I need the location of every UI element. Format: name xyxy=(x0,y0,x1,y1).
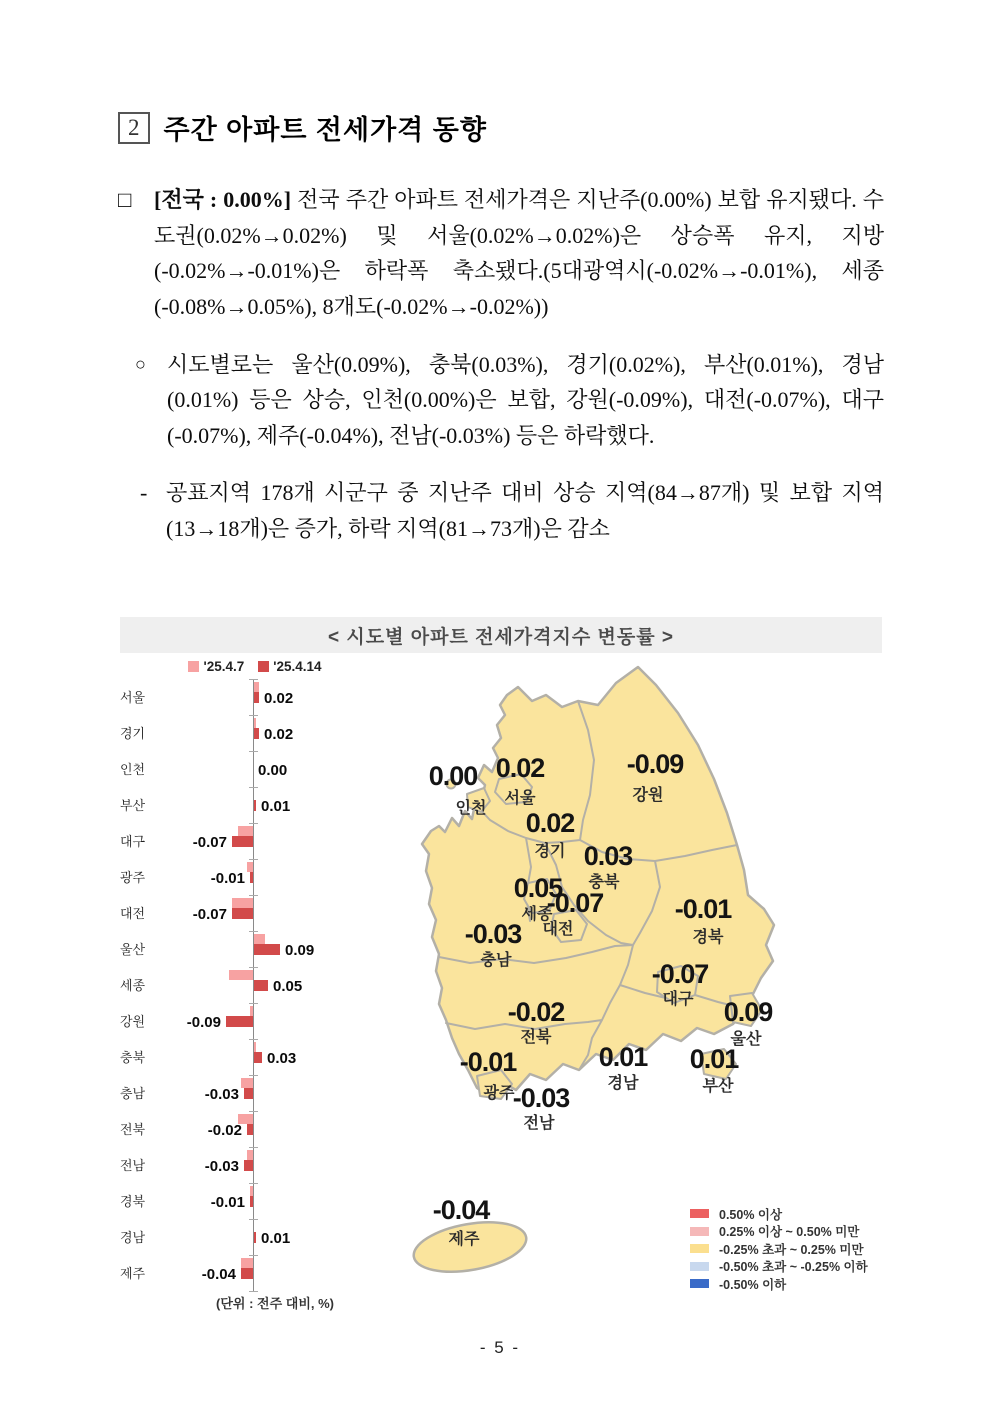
bar-value-label: -0.09 xyxy=(186,1014,221,1031)
map-value-label: 0.02 xyxy=(495,753,545,783)
map-value-label: -0.09 xyxy=(626,749,684,779)
map-region-name: 대구 xyxy=(662,991,694,1008)
bar-value-label: 0.02 xyxy=(264,726,294,743)
bar-region-label: 전북 xyxy=(120,1122,146,1137)
bar-pair xyxy=(160,1075,340,1111)
bar-rows xyxy=(120,679,340,1291)
axis-tick xyxy=(249,1039,258,1040)
section-number-box: 2 xyxy=(118,112,150,144)
bar-value-label: -0.02 xyxy=(207,1122,242,1139)
curr-week-bar xyxy=(232,908,253,919)
circle-bullet-icon: ○ xyxy=(135,353,146,374)
map-region-name: 경북 xyxy=(692,929,724,946)
bar-pair xyxy=(160,1003,340,1039)
prev-week-bar xyxy=(232,898,253,908)
bar-region-label: 대전 xyxy=(120,906,146,921)
bar-row xyxy=(120,967,340,1003)
prev-week-bar xyxy=(241,1078,253,1088)
bar-pair xyxy=(160,751,340,787)
curr-week-bar xyxy=(253,1052,262,1063)
bar-value-label: -0.07 xyxy=(192,906,227,923)
bar-value-label: 0.00 xyxy=(258,762,288,779)
bar-region-label: 전남 xyxy=(120,1158,146,1173)
map-region-name: 충북 xyxy=(588,874,620,891)
bar-chart xyxy=(120,655,340,1315)
map-legend-label: -0.25% 초과 ~ 0.25% 미만 xyxy=(719,1242,864,1257)
map-region-name: 울산 xyxy=(730,1031,762,1048)
curr-week-bar xyxy=(226,1016,253,1027)
bar-region-label: 서울 xyxy=(120,690,146,705)
chart-title: < 시도별 아파트 전세가격지수 변동률 > xyxy=(120,617,882,653)
doc-header xyxy=(118,108,882,147)
bar-region-label: 광주 xyxy=(120,870,146,885)
map-region-name: 제주 xyxy=(448,1231,480,1248)
bar-pair xyxy=(160,1147,340,1183)
bar-region-label: 충북 xyxy=(120,1050,146,1065)
map-value-label: 0.00 xyxy=(428,761,478,791)
bar-value-label: -0.04 xyxy=(201,1266,236,1283)
map-region-name: 전북 xyxy=(520,1029,552,1046)
chart-body xyxy=(120,655,900,1315)
curr-week-bar xyxy=(253,980,268,991)
map-value-label: -0.03 xyxy=(464,919,522,949)
bar-value-label: 0.03 xyxy=(267,1050,297,1067)
map-legend-label: 0.50% 이상 xyxy=(719,1207,783,1222)
legend-curr-swatch-icon xyxy=(258,661,269,672)
map-value-label: -0.03 xyxy=(512,1083,570,1113)
bar-value-label: -0.01 xyxy=(210,870,245,887)
bar-row xyxy=(120,859,340,895)
map-legend-label: -0.50% 초과 ~ -0.25% 이하 xyxy=(719,1260,868,1275)
paragraph-counts xyxy=(140,475,884,546)
bar-region-label: 대구 xyxy=(120,834,146,849)
paragraph-text: 공표지역 178개 시군구 중 지난주 대비 상승 지역(84→87개) 및 보합 지역(13→18개)은 증가, 하락 지역(81→73개)은 감소 xyxy=(166,480,884,541)
bar-pair xyxy=(160,1255,340,1291)
bar-pair xyxy=(160,895,340,931)
axis-tick xyxy=(249,967,258,968)
bar-chart-legend xyxy=(120,655,340,679)
bar-value-label: 0.02 xyxy=(264,690,294,707)
curr-week-bar xyxy=(244,1088,253,1099)
map-region-name: 전남 xyxy=(523,1115,555,1132)
axis-tick xyxy=(249,1219,258,1220)
dash-bullet-icon: - xyxy=(140,480,148,506)
map-region-name: 대전 xyxy=(542,921,574,938)
map-value-label: -0.07 xyxy=(546,888,604,918)
bar-pair xyxy=(160,967,340,1003)
axis-tick xyxy=(249,1291,258,1292)
map-region-name: 광주 xyxy=(483,1085,515,1102)
bar-pair xyxy=(160,1219,340,1255)
map-legend-row xyxy=(690,1240,868,1258)
bar-axis xyxy=(253,679,254,1291)
map-legend-swatch-icon xyxy=(690,1262,709,1271)
axis-tick xyxy=(249,1111,258,1112)
map-value-label: -0.01 xyxy=(674,894,732,924)
chart-section xyxy=(120,617,900,1315)
axis-tick xyxy=(249,1255,258,1256)
bar-row xyxy=(120,751,340,787)
bar-value-label: 0.01 xyxy=(261,1230,291,1247)
map-value-label: 0.03 xyxy=(583,841,633,871)
axis-tick xyxy=(249,859,258,860)
bar-row xyxy=(120,1003,340,1039)
bar-row xyxy=(120,1147,340,1183)
bar-region-label: 충남 xyxy=(120,1086,146,1101)
paragraph-text: 전국 주간 아파트 전세가격은 지난주(0.00%) 보합 유지됐다. 수도권(0.02%→0.02%) 및 서울(0.02%→0.02%)은 상승폭 유지, 지방(-0.02%→-0.01%)은 하락폭 축소됐다.(5대광역시(-0.02%→-0.01%), 세종(-0.08%→0.05%), 8개도(-0.02%→-0.02%)) xyxy=(154,187,885,319)
bar-value-label: -0.03 xyxy=(204,1158,239,1175)
bar-row xyxy=(120,1183,340,1219)
bar-row xyxy=(120,1219,340,1255)
map-region-name: 경남 xyxy=(607,1075,639,1092)
bar-region-label: 강원 xyxy=(120,1014,146,1029)
bar-row xyxy=(120,1255,340,1291)
bar-row xyxy=(120,715,340,751)
curr-week-bar xyxy=(232,836,253,847)
axis-tick xyxy=(249,823,258,824)
prev-week-bar xyxy=(241,1258,253,1268)
bar-row xyxy=(120,1111,340,1147)
bar-region-label: 경남 xyxy=(120,1230,146,1245)
paragraph-lead: [전국 : 0.00%] xyxy=(154,187,292,212)
paragraph-national xyxy=(118,182,884,325)
legend-curr: '25.4.14 xyxy=(258,659,321,679)
bar-value-label: 0.01 xyxy=(261,798,291,815)
bar-value-label: 0.05 xyxy=(273,978,303,995)
bar-row xyxy=(120,679,340,715)
curr-week-bar xyxy=(253,944,280,955)
map-legend-swatch-icon xyxy=(690,1244,709,1253)
unit-note: (단위 : 전주 대비, %) xyxy=(216,1296,334,1311)
bar-value-label: -0.07 xyxy=(192,834,227,851)
legend-prev-swatch-icon xyxy=(188,661,199,672)
map-value-label: 0.01 xyxy=(598,1042,648,1072)
legend-prev: '25.4.7 xyxy=(188,659,244,679)
bar-pair xyxy=(160,1039,340,1075)
bar-region-label: 인천 xyxy=(120,762,146,777)
bar-value-label: -0.03 xyxy=(204,1086,239,1103)
bar-pair xyxy=(160,1111,340,1147)
map-value-label: 0.01 xyxy=(689,1044,739,1074)
bar-row xyxy=(120,823,340,859)
body-text xyxy=(118,182,884,547)
bar-region-label: 경기 xyxy=(120,726,146,741)
bar-pair xyxy=(160,715,340,751)
bar-region-label: 경북 xyxy=(120,1194,146,1209)
map-value-label: 0.02 xyxy=(525,808,575,838)
bar-row xyxy=(120,931,340,967)
bar-region-label: 세종 xyxy=(120,978,146,993)
bar-pair xyxy=(160,1183,340,1219)
map-region-name: 서울 xyxy=(504,790,536,807)
map-legend-row xyxy=(690,1275,868,1293)
axis-tick xyxy=(249,679,258,680)
map-value-label: -0.07 xyxy=(651,959,709,989)
bar-region-label: 제주 xyxy=(120,1266,146,1281)
page-number: - 5 - xyxy=(479,1338,521,1357)
axis-tick xyxy=(249,1147,258,1148)
prev-week-bar xyxy=(229,970,253,980)
map-region-name: 부산 xyxy=(702,1078,734,1095)
bar-value-label: 0.09 xyxy=(285,942,315,959)
map-region-name: 세종 xyxy=(521,906,553,923)
map-value-label: 0.05 xyxy=(513,873,563,903)
map-legend-swatch-icon xyxy=(690,1279,709,1288)
map-legend-row xyxy=(690,1258,868,1276)
map-legend-label: -0.50% 이하 xyxy=(719,1277,787,1292)
bar-row xyxy=(120,1075,340,1111)
bar-row xyxy=(120,1039,340,1075)
bar-pair xyxy=(160,679,340,715)
map-legend-row xyxy=(690,1223,868,1241)
bar-pair xyxy=(160,787,340,823)
bar-region-label: 부산 xyxy=(120,798,146,813)
map-legend-swatch-icon xyxy=(690,1209,709,1218)
map-value-label: -0.04 xyxy=(432,1195,490,1225)
bar-region-label: 울산 xyxy=(120,942,146,957)
paragraph-text: 시도별로는 울산(0.09%), 충북(0.03%), 경기(0.02%), 부산(0.01%), 경남(0.01%) 등은 상승, 인천(0.00%)은 보합, 강원(-0.09%), 대전(-0.07%), 대구(-0.07%), 제주(-0.04%), 전남(-0.03%) 등은 하락했다. xyxy=(167,351,884,448)
bar-row xyxy=(120,787,340,823)
axis-tick xyxy=(249,715,258,716)
page-title: 주간 아파트 전세가격 동향 xyxy=(163,115,487,145)
map-legend-label: 0.25% 이상 ~ 0.50% 미만 xyxy=(719,1225,860,1240)
map-value-label: -0.02 xyxy=(507,997,565,1027)
map-region-name: 경기 xyxy=(534,843,566,860)
bar-pair xyxy=(160,931,340,967)
axis-tick xyxy=(249,1075,258,1076)
paragraph-regions xyxy=(135,347,884,454)
map-region-name: 강원 xyxy=(632,787,664,804)
curr-week-bar xyxy=(244,1160,253,1171)
map-value-label: -0.01 xyxy=(459,1047,517,1077)
map-region-name: 인천 xyxy=(455,800,487,817)
bar-row xyxy=(120,895,340,931)
bar-pair xyxy=(160,823,340,859)
axis-tick xyxy=(249,751,258,752)
map-value-label: 0.09 xyxy=(723,997,773,1027)
axis-tick xyxy=(249,895,258,896)
map-region-name: 충남 xyxy=(480,952,512,969)
prev-week-bar xyxy=(253,934,265,944)
bar-value-label: -0.01 xyxy=(210,1194,245,1211)
square-bullet-icon: □ xyxy=(118,187,132,212)
curr-week-bar xyxy=(241,1268,253,1279)
axis-tick xyxy=(249,787,258,788)
axis-tick xyxy=(249,931,258,932)
map-legend-swatch-icon xyxy=(690,1227,709,1236)
map-legend xyxy=(690,1205,868,1293)
axis-tick xyxy=(249,1003,258,1004)
axis-tick xyxy=(249,1183,258,1184)
bar-pair xyxy=(160,859,340,895)
korea-map xyxy=(340,655,900,1315)
prev-week-bar xyxy=(238,826,253,836)
map-legend-row xyxy=(690,1205,868,1223)
